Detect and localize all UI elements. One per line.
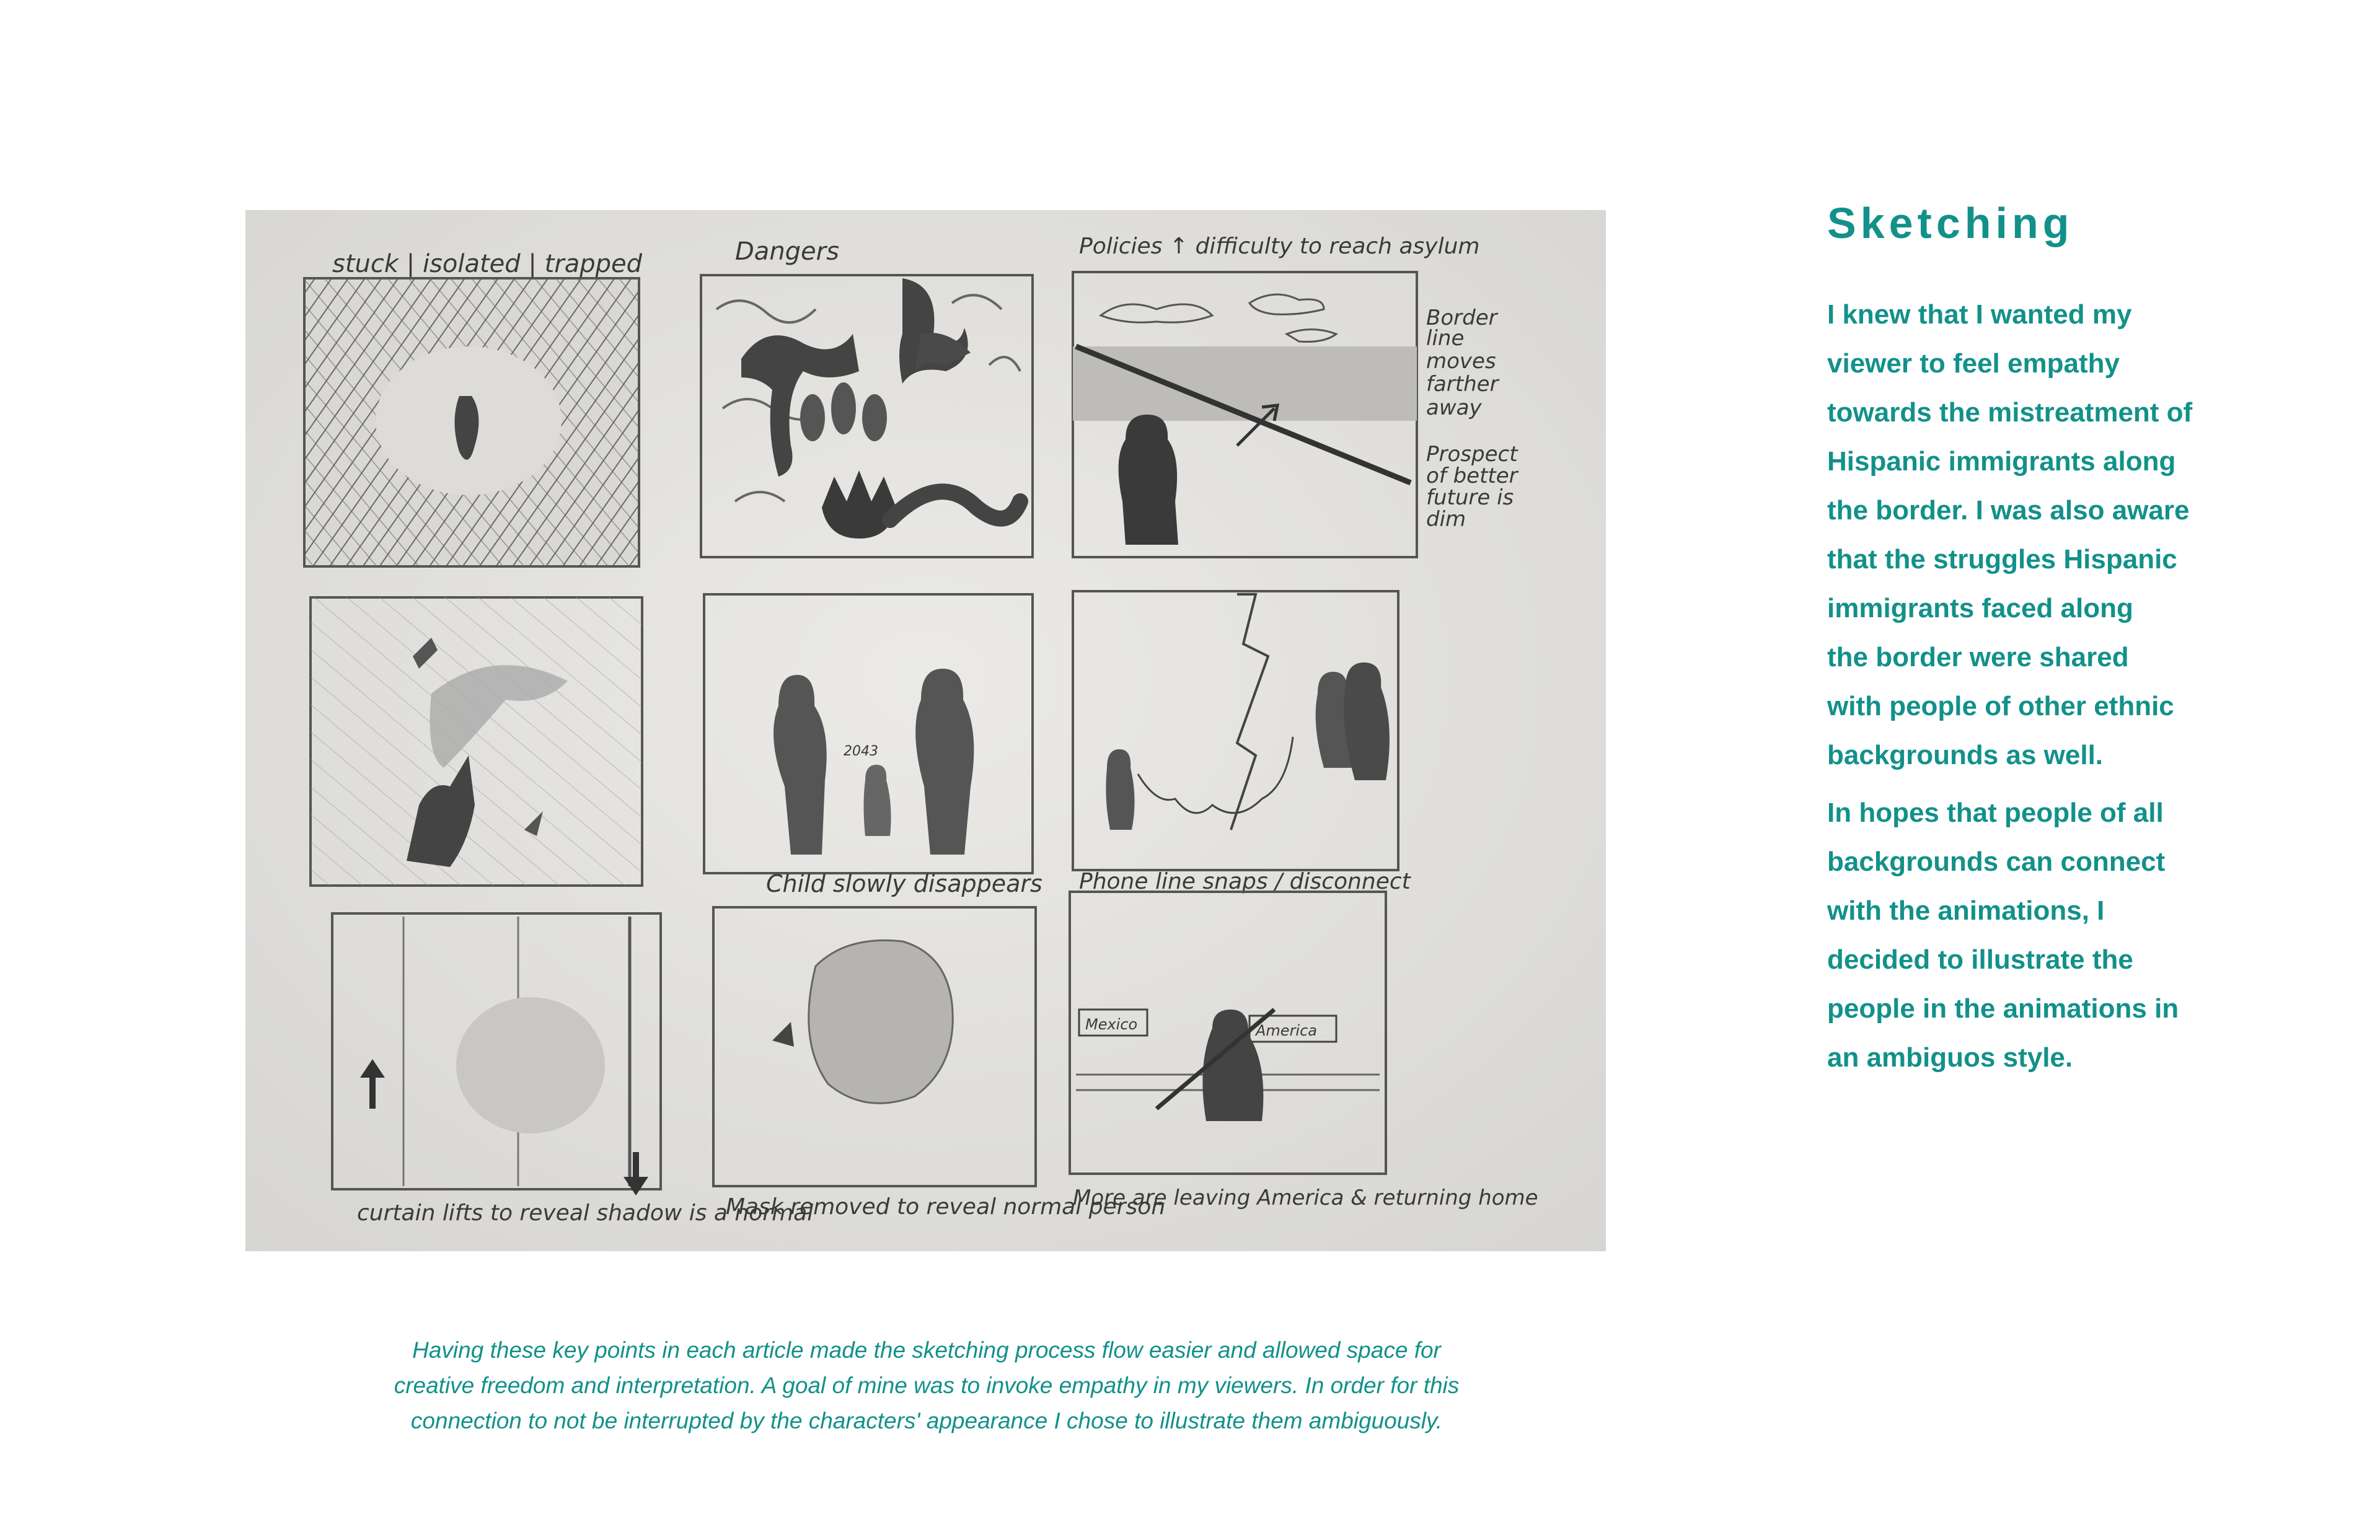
section-title: Sketching <box>1827 199 2074 247</box>
sidebar <box>1827 192 2273 1082</box>
storyboard-sketch <box>245 210 1606 1251</box>
svg-text:away: away <box>1426 395 1482 420</box>
svg-text:line: line <box>1426 326 1465 351</box>
caption-line-2: creative freedom and interpretation. A goal of mine was to invoke empathy in my viewers. In order for this <box>394 1373 1460 1398</box>
svg-text:America: America <box>1256 1022 1317 1039</box>
paragraph-ambiguous-style: In hopes that people of all backgrounds can connect with the animations, I decided to illustrate the people in the animations in an ambiguos style. <box>1827 798 2179 1073</box>
panel-9-caption: More are leaving America & returning home <box>1073 1186 1538 1210</box>
panel-4-hands <box>311 597 642 886</box>
panel-7-caption: curtain lifts to reveal shadow is a normal <box>357 1200 814 1226</box>
danger-fire <box>822 470 896 539</box>
panel-1-label: stuck | isolated | trapped <box>332 250 642 278</box>
svg-text:of better: of better <box>1426 464 1518 488</box>
svg-text:dim: dim <box>1426 507 1466 532</box>
panel-1-trapped <box>304 278 639 566</box>
svg-text:Mexico: Mexico <box>1085 1016 1138 1033</box>
storyboard-sketch-photo <box>245 210 1606 1251</box>
panel-6-caption: Phone line snaps / disconnect <box>1079 869 1411 894</box>
paragraph-empathy: I knew that I wanted my viewer to feel empathy towards the mistreatment of Hispanic immigrants along the border. I was also aware that the struggles Hispanic immigrants faced along the border were shared with people of other ethnic backgrounds as well. <box>1827 299 2193 770</box>
svg-text:Border: Border <box>1426 306 1497 330</box>
svg-text:moves: moves <box>1426 349 1496 374</box>
image-caption <box>347 1332 1506 1438</box>
panel-5-year: 2043 <box>844 744 878 759</box>
panel-8-caption: Mask removed to reveal normal person <box>726 1194 1166 1220</box>
caption-line-3: connection to not be interrupted by the characters' appearance I chose to illustrate them ambiguously. <box>410 1408 1443 1433</box>
svg-text:future is: future is <box>1426 485 1514 510</box>
svg-text:Prospect: Prospect <box>1426 442 1518 467</box>
panel-3-label: Policies ↑ difficulty to reach asylum <box>1079 234 1480 259</box>
panel-2-label: Dangers <box>735 237 839 266</box>
svg-text:farther: farther <box>1426 372 1499 397</box>
caption-line-1: Having these key points in each article made the sketching process flow easier and allowed space for <box>412 1337 1441 1363</box>
panel-5-caption: Child slowly disappears <box>766 870 1042 897</box>
